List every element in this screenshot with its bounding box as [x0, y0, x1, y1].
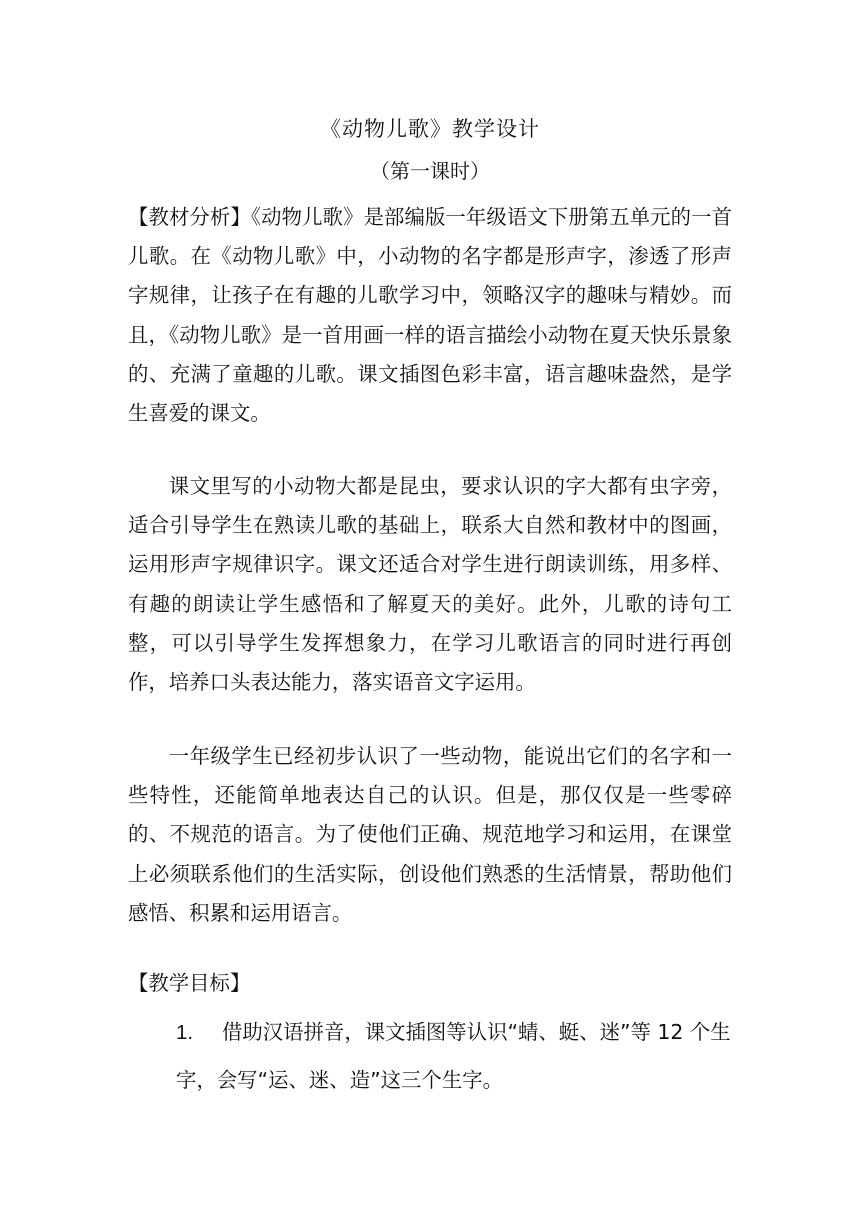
paragraph-material-analysis — [128, 198, 732, 433]
document-subtitle: （第一课时） — [370, 159, 490, 183]
objective-text-line2: 字，会写“运、迷、造”这三个生字。 — [176, 1068, 503, 1092]
paragraph-student-analysis: 一年级学生已经初步认识了一些动物，能说出它们的名字和一些特性，还能简单地表达自己的认识。但是，那仅仅是一些零碎的、不规范的语言。为了使他们正确、规范地学习和运用，在课堂上必须联系他们的生活实际，创设他们熟悉的生活情景，帮助他们感悟、积累和运用语言。 — [128, 744, 732, 925]
section-heading-objectives: 【教学目标】 — [128, 971, 251, 995]
document-title: 《动物儿歌》教学设计 — [320, 117, 540, 141]
paragraph-text: 《动物儿歌》是部编版一年级语文下册第五单元的一首儿歌。在《动物儿歌》中，小动物的名字都是形声字，渗透了形声字规律，让孩子在有趣的儿歌学习中，领略汉字的趣味与精妙。而且，《动物儿歌》是一首用画一样的语言描绘小动物在夏天快乐景象的、充满了童趣的儿歌。课文插图色彩丰富，语言趣味盎然，是学生喜爱的课文。 — [128, 205, 732, 426]
objective-list-item — [176, 1009, 732, 1104]
paragraph-lead-label: 【教材分析】 — [128, 205, 251, 229]
paragraph-content-analysis: 课文里写的小动物大都是昆虫，要求认识的字大都有虫字旁，适合引导学生在熟读儿歌的基础上，联系大自然和教材中的图画，运用形声字规律识字。课文还适合对学生进行朗读训练，用多样、有趣的朗读让学生感悟和了解夏天的美好。此外，儿歌的诗句工整，可以引导学生发挥想象力，在学习儿歌语言的同时进行再创作，培养口头表达能力，落实语音文字运用。 — [128, 474, 732, 695]
objective-text-line1: 借助汉语拼音，课文插图等认识“蜻、蜓、迷”等 12 个生 — [222, 1020, 731, 1044]
objective-number: 1. — [176, 1022, 194, 1044]
